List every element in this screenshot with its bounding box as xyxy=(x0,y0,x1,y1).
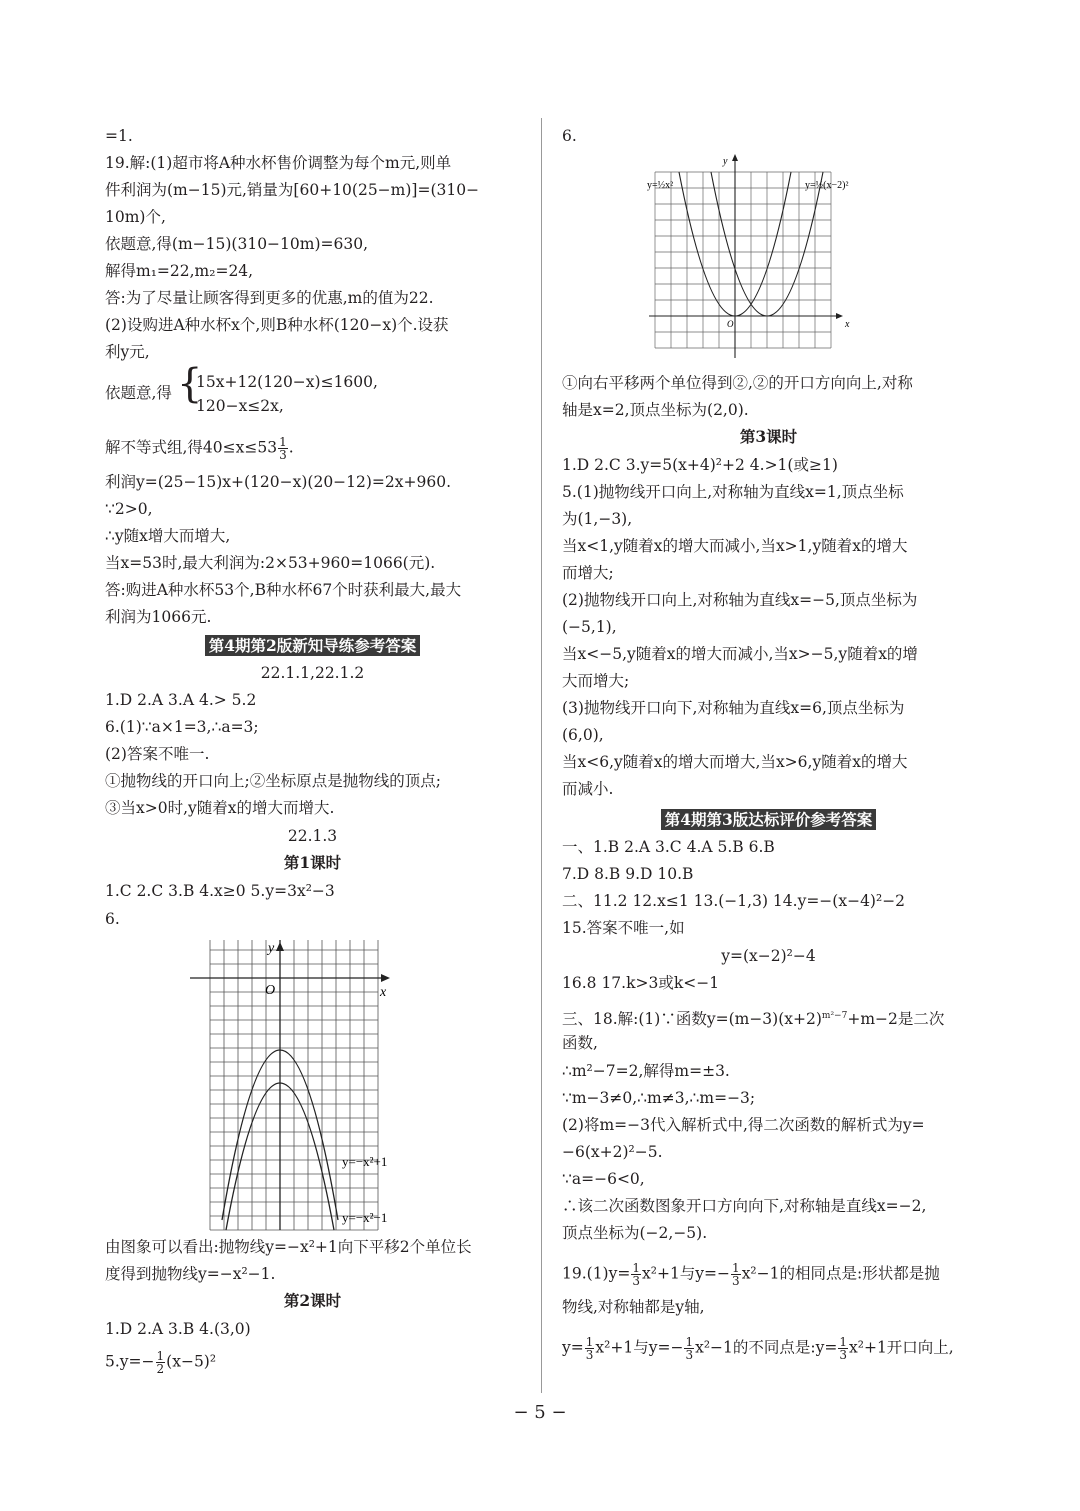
text-line: 物线,对称轴都是y轴, xyxy=(562,1298,705,1316)
text-line: −6(x+2)²−5. xyxy=(562,1143,663,1161)
numerator: 1 xyxy=(685,1335,694,1349)
y-arrow xyxy=(732,154,738,161)
origin-label: O xyxy=(727,319,734,329)
denominator: 3 xyxy=(585,1348,594,1362)
denominator: 3 xyxy=(839,1348,847,1362)
text-line: 当x<1,y随着x的增大而减小,当x>1,y随着x的增大 xyxy=(562,537,908,555)
x-axis-label: x xyxy=(380,985,387,1000)
text-line xyxy=(105,436,294,461)
text-line: 1.D 2.A 3.B 4.(3,0) xyxy=(105,1320,251,1338)
text-line: (6,0), xyxy=(562,726,604,744)
text-line: 当x<−5,y随着x的增大而减小,当x>−5,y随着x的增 xyxy=(562,645,918,663)
text-line: 1.D 2.A 3.A 4.> 5.2 xyxy=(105,691,257,709)
origin-label: O xyxy=(265,983,276,998)
section-title: 第3课时 xyxy=(739,427,798,446)
text-line: 6.(1)∵a×1=3,∴a=3; xyxy=(105,718,259,736)
text: x²−1的相同点是:形状都是抛 xyxy=(741,1264,940,1283)
text-line: 利润y=(25−15)x+(120−x)(20−12)=2x+960. xyxy=(105,473,452,491)
text-line: 度得到抛物线y=−x²−1. xyxy=(105,1265,276,1283)
fraction xyxy=(731,1262,741,1287)
fraction xyxy=(838,1336,848,1361)
parabola-graph-2 xyxy=(645,152,860,362)
fraction xyxy=(278,436,288,461)
curve-label-2: y=½(x−2)² xyxy=(805,180,849,191)
text-line: (−5,1), xyxy=(562,618,617,636)
text-line xyxy=(105,1350,216,1375)
text-line: 当x=53时,最大利润为:2×53+960=1066(元). xyxy=(105,554,436,572)
text-line: 函数, xyxy=(562,1034,598,1052)
page-number: − 5 − xyxy=(513,1402,567,1423)
text-line: 1.C 2.C 3.B 4.x≥0 5.y=3x²−3 xyxy=(105,882,335,900)
brace: { xyxy=(177,361,203,407)
text-line: (2)抛物线开口向上,对称轴为直线x=−5,顶点坐标为 xyxy=(562,591,918,609)
text-line: 答:购进A种水杯53个,B种水杯67个时获利最大,最大 xyxy=(105,581,462,599)
text-line: 由图象可以看出:抛物线y=−x²+1向下平移2个单位长 xyxy=(105,1238,472,1256)
banner-row xyxy=(105,636,520,656)
text-line: 大而增大; xyxy=(562,672,630,690)
text-line: y=(x−2)²−4 xyxy=(721,947,816,965)
text: . xyxy=(288,438,294,457)
banner-row xyxy=(562,810,975,830)
text-line xyxy=(562,1336,954,1361)
section-banner: 第4期第3版达标评价参考答案 xyxy=(661,809,877,830)
text: 5.y=− xyxy=(105,1352,155,1371)
curve-label-2: y=−x²−1 xyxy=(342,1210,388,1225)
text-line: 15.答案不唯一,如 xyxy=(562,919,685,937)
text-line: 解得m₁=22,m₂=24, xyxy=(105,262,254,280)
numerator: 1 xyxy=(156,1349,165,1363)
text: x²+1与y=− xyxy=(595,1338,684,1357)
text-line: ①抛物线的开口向上;②坐标原点是抛物线的顶点; xyxy=(105,772,441,790)
text: 解不等式组,得40≤x≤53 xyxy=(105,438,278,457)
numerator: 1 xyxy=(732,1261,740,1275)
denominator: 3 xyxy=(632,1274,640,1288)
text-line: 16.8 17.k>3或k<−1 xyxy=(562,974,720,992)
text-line: ①向右平移两个单位得到②,②的开口方向向上,对称 xyxy=(562,374,913,392)
curve-label-1: y=½x² xyxy=(647,180,674,191)
text-line: =1. xyxy=(105,127,133,145)
text: (x−5)² xyxy=(166,1352,217,1371)
text-line: 5.(1)抛物线开口向上,对称轴为直线x=1,顶点坐标 xyxy=(562,483,904,501)
text-line: (2)设购进A种水杯x个,则B种水杯(120−x)个.设获 xyxy=(105,316,449,334)
text: x²−1的不同点是:y= xyxy=(695,1338,838,1357)
text-line: ∴y随x增大而增大, xyxy=(105,527,231,545)
column-divider xyxy=(541,118,542,1393)
exponent: m²−7 xyxy=(821,1011,848,1021)
text-line: ∵m−3≠0,∴m≠3,∴m=−3; xyxy=(562,1089,756,1107)
text: 19.(1)y= xyxy=(562,1264,631,1283)
text: y= xyxy=(562,1338,584,1357)
numerator: 1 xyxy=(839,1335,847,1349)
equation-line: 120−x≤2x, xyxy=(196,397,284,415)
text-line: ∴m²−7=2,解得m=±3. xyxy=(562,1062,730,1080)
text-line: 19.解:(1)超市将A种水杯售价调整为每个m元,则单 xyxy=(105,154,452,172)
text-line: 一、1.B 2.A 3.C 4.A 5.B 6.B xyxy=(562,838,775,856)
text: x²+1开口向上, xyxy=(849,1338,954,1357)
curve-label-1: y=−x²+1 xyxy=(342,1154,388,1169)
text: x²+1与y=− xyxy=(642,1264,731,1283)
section-title: 22.1.1,22.1.2 xyxy=(260,664,365,682)
text-line: (2)将m=−3代入解析式中,得二次函数的解析式为y= xyxy=(562,1116,925,1134)
text-line: 6. xyxy=(562,127,577,145)
x-arrow xyxy=(836,313,843,319)
text-line: 顶点坐标为(−2,−5). xyxy=(562,1224,708,1242)
text-line: 而增大; xyxy=(562,564,614,582)
text-line: 而减小. xyxy=(562,780,614,798)
text-line: (3)抛物线开口向下,对称轴为直线x=6,顶点坐标为 xyxy=(562,699,905,717)
section-banner: 第4期第2版新知导练参考答案 xyxy=(205,635,421,656)
section-title: 第1课时 xyxy=(283,853,342,872)
section-title: 第2课时 xyxy=(283,1291,342,1310)
text-line: 依题意,得 xyxy=(105,384,172,402)
section-title: 22.1.3 xyxy=(287,827,338,845)
text-line: 依题意,得(m−15)(310−10m)=630, xyxy=(105,235,369,253)
equation-line: 15x+12(120−x)≤1600, xyxy=(196,373,378,391)
numerator: 1 xyxy=(585,1335,594,1349)
text-line xyxy=(562,1262,940,1287)
text-line: 10m)个, xyxy=(105,208,166,226)
text-line: 为(1,−3), xyxy=(562,510,633,528)
y-arrow xyxy=(276,942,284,951)
text: +m−2是二次 xyxy=(847,1010,945,1029)
text-line: 6. xyxy=(105,910,120,928)
text-line: ③当x>0时,y随着x的增大而增大. xyxy=(105,799,335,817)
text-line: 7.D 8.B 9.D 10.B xyxy=(562,865,694,883)
numerator: 1 xyxy=(632,1261,640,1275)
parabola-graph-1 xyxy=(190,940,420,1240)
denominator: 3 xyxy=(732,1274,740,1288)
fraction xyxy=(156,1350,166,1375)
text-line: 利y元, xyxy=(105,343,150,361)
text-line: ∴该二次函数图象开口方向向下,对称轴是直线x=−2, xyxy=(562,1197,927,1215)
text-line: 件利润为(m−15)元,销量为[60+10(25−m)]=(310− xyxy=(105,181,480,199)
text-line: 当x<6,y随着x的增大而增大,当x>6,y随着x的增大 xyxy=(562,753,908,771)
text-line: (2)答案不唯一. xyxy=(105,745,210,763)
y-axis-label: y xyxy=(268,941,275,956)
text-line: ∵a=−6<0, xyxy=(562,1170,645,1188)
y-axis-label: y xyxy=(723,156,728,167)
x-axis-label: x xyxy=(845,319,850,330)
denominator: 3 xyxy=(279,448,287,462)
text-line: 1.D 2.C 3.y=5(x+4)²+2 4.>1(或≥1) xyxy=(562,456,838,474)
text-line xyxy=(562,1006,944,1029)
x-arrow xyxy=(381,974,390,982)
grid xyxy=(655,172,831,348)
fraction xyxy=(631,1262,641,1287)
text-line: ∵2>0, xyxy=(105,500,153,518)
denominator: 3 xyxy=(685,1348,694,1362)
text-line: 答:为了尽量让顾客得到更多的优惠,m的值为22. xyxy=(105,289,434,307)
text: 三、18.解:(1)∵函数y=(m−3)(x+2) xyxy=(562,1010,822,1029)
fraction xyxy=(585,1336,595,1361)
fraction xyxy=(684,1336,694,1361)
numerator: 1 xyxy=(279,435,287,449)
denominator: 2 xyxy=(156,1362,165,1376)
text-line: 利润为1066元. xyxy=(105,608,212,626)
text-line: 轴是x=2,顶点坐标为(2,0). xyxy=(562,401,749,419)
text-line: 二、11.2 12.x≤1 13.(−1,3) 14.y=−(x−4)²−2 xyxy=(562,892,906,910)
